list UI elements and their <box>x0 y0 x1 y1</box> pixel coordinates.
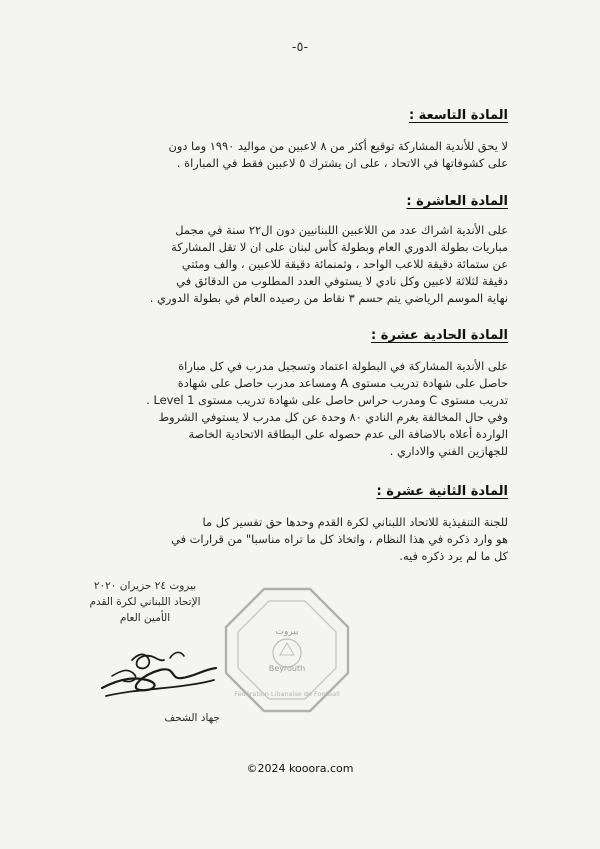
article-12-body <box>78 514 508 565</box>
article-11-line: حاصل على شهادة تدريب مستوى A ومساعد مدرب حاصل على شهادة <box>177 376 508 390</box>
article-12-heading: المادة الثانية عشرة : <box>376 484 508 499</box>
article-12-line: كل ما لم يرد ذكره فيه. <box>399 549 508 563</box>
article-12-line: للجنة التنفيذية للاتحاد اللبناني لكرة القدم وحدها حق تفسير كل ما <box>202 515 508 529</box>
signature-date: بيروت ٢٤ حزيران ٢٠٢٠ <box>93 580 197 592</box>
signatory-name: جهاد الشحف <box>164 712 220 724</box>
signature-organization: الإتحاد اللبناني لكرة القدم <box>89 596 201 608</box>
stamp-city-latin: Beyrouth <box>268 664 306 673</box>
article-10-heading: المادة العاشرة : <box>406 194 508 209</box>
page-number: -٥- <box>291 40 309 55</box>
watermark: ©2024 kooora.com <box>246 762 354 775</box>
article-11-line: على الأندية المشاركة في البطولة اعتماد وتسجيل مدرب في كل مباراة <box>178 359 508 373</box>
article-10-line: مباريات بطولة الدوري العام وبطولة كأس لبنان على ان لا تقل المشاركة <box>171 240 508 254</box>
article-11-line: تدريب مستوى C ومدرب حراس حاصل على شهادة تدريب مستوى Level 1 . <box>146 393 508 407</box>
article-9-line: لا يحق للأندية المشاركة توقيع أكثر من ٨ لاعبين من مواليد ١٩٩٠ وما دون <box>168 139 508 153</box>
article-12-line: هو وارد ذكره في هذا النظام ، واتخاذ كل ما تراه مناسبا" من قرارات في <box>171 532 508 546</box>
article-10-body <box>78 222 508 307</box>
article-9-line: على كشوفاتها في الاتحاد ، على ان يشترك ٥ لاعبين فقط في المباراة . <box>176 156 508 170</box>
article-11-line: الواردة أعلاه بالاضافة الى عدم حصوله على البطاقة الاتحادية الخاصة <box>188 427 508 441</box>
stamp-city: بيروت <box>275 627 299 637</box>
article-9-heading: المادة التاسعة : <box>408 108 508 123</box>
handwritten-signature <box>92 640 222 710</box>
article-10-line: على الأندية اشراك عدد من اللاعبين اللبنانيين دون ال٢٢ سنة في مجمل <box>175 223 508 237</box>
article-11-heading: المادة الحادية عشرة : <box>371 328 508 343</box>
article-11-body <box>78 358 508 460</box>
article-9-body <box>78 138 508 172</box>
signature-title: الأمين العام <box>119 612 171 624</box>
article-10-line: عن ستمائة دقيقة للاعب الواحد ، وثمنمائة دقيقة للاعبين ، والف ومئتي <box>181 257 508 271</box>
signature-block <box>60 578 230 626</box>
article-10-line: نهاية الموسم الرياضي يتم حسم ٣ نقاط من رصيده العام في بطولة الدوري . <box>149 291 508 305</box>
article-11-line: للجهازين الفني والاداري . <box>389 444 508 458</box>
article-11-line: وفي حال المخالفة يغرم النادي ٨٠ وحدة عن كل مدرب لا يستوفي الشروط <box>158 410 508 424</box>
article-10-line: دقيقة لثلاثة لاعبين وكل نادي لا يستوفي العدد المطلوب من الدقائق في <box>176 274 508 288</box>
stamp-ring-text: Fédération Libanaise de Football <box>234 690 340 698</box>
